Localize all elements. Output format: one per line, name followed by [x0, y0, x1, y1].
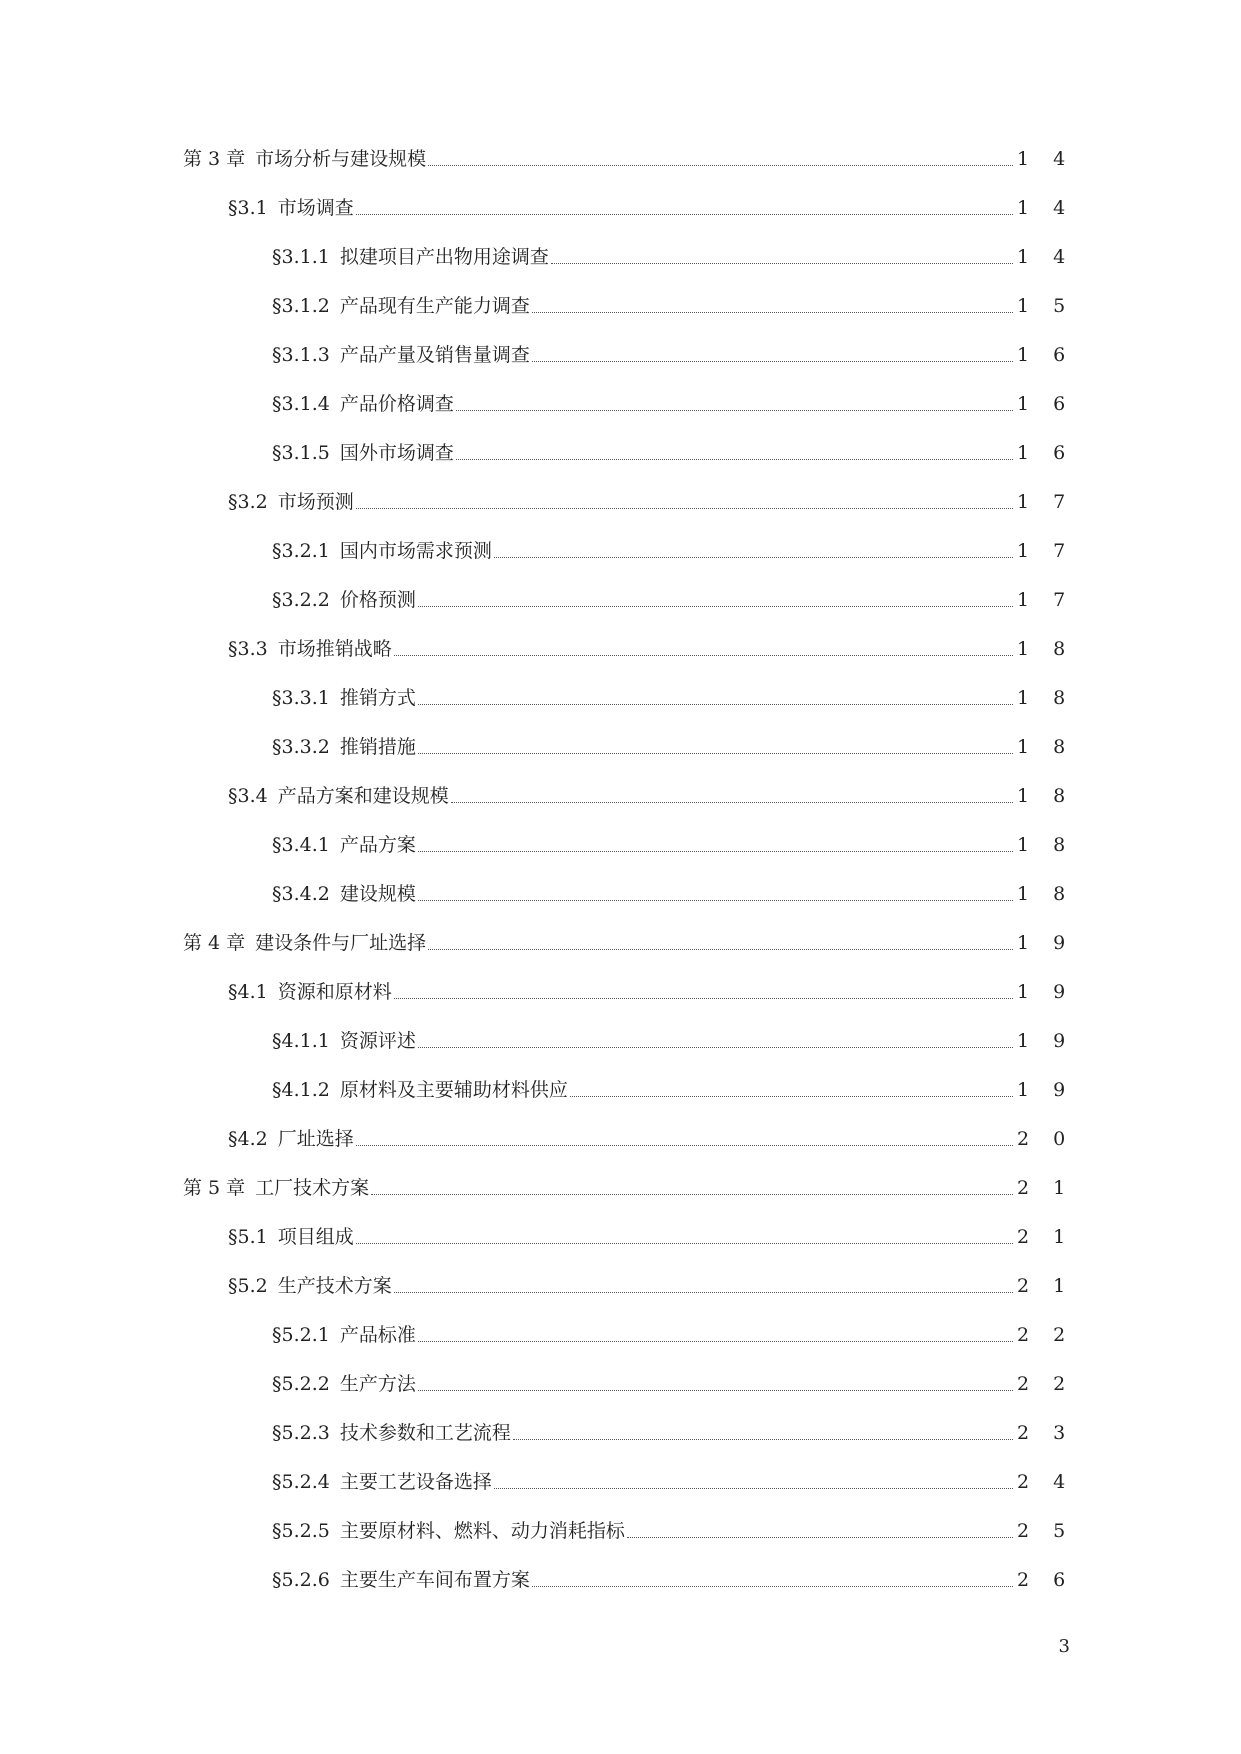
toc-entry-label	[183, 1176, 369, 1200]
toc-entry-number: §5.2	[228, 1275, 268, 1297]
toc-entry-page: 1 9	[1017, 1030, 1075, 1052]
toc-entry-title: 建设规模	[339, 883, 416, 905]
toc-entry-page: 1 6	[1017, 442, 1075, 464]
toc-entry-page: 1 8	[1017, 834, 1075, 856]
toc-dot-leader	[532, 294, 1013, 313]
toc-entry-number: §3.4.1	[272, 834, 330, 856]
toc-entry[interactable]	[0, 539, 1241, 588]
toc-entry-label	[272, 1568, 530, 1592]
toc-entry-label	[228, 980, 392, 1004]
toc-entry-label	[228, 1225, 354, 1249]
toc-entry-number: §5.2.4	[272, 1471, 330, 1493]
toc-dot-leader	[532, 1568, 1013, 1587]
toc-entry[interactable]	[0, 343, 1241, 392]
toc-entry-page: 2 1	[1017, 1177, 1075, 1199]
toc-entry-title: 生产方法	[339, 1373, 416, 1395]
toc-dot-leader	[371, 1176, 1013, 1195]
toc-entry-title: 原材料及主要辅助材料供应	[339, 1079, 568, 1101]
toc-entry-number: 第 3 章	[183, 148, 246, 170]
toc-entry-label	[183, 147, 426, 171]
toc-entry-title: 主要原材料、燃料、动力消耗指标	[339, 1520, 625, 1542]
toc-dot-leader	[394, 637, 1013, 656]
toc-entry-number: §3.1.3	[272, 344, 330, 366]
toc-entry-label	[228, 637, 392, 661]
toc-dot-leader	[418, 833, 1013, 852]
toc-dot-leader	[418, 686, 1013, 705]
toc-entry-title: 工厂技术方案	[255, 1177, 370, 1199]
toc-entry[interactable]	[0, 931, 1241, 980]
toc-entry-title: 产品方案	[339, 834, 416, 856]
toc-entry-page: 1 8	[1017, 687, 1075, 709]
toc-dot-leader	[418, 735, 1013, 754]
toc-dot-leader	[532, 343, 1013, 362]
toc-entry-title: 产品产量及销售量调查	[339, 344, 530, 366]
toc-entry[interactable]	[0, 735, 1241, 784]
toc-entry[interactable]	[0, 392, 1241, 441]
toc-entry-number: §3.4.2	[272, 883, 330, 905]
toc-entry-number: §3.1.4	[272, 393, 330, 415]
toc-entry-label	[272, 1078, 568, 1102]
toc-entry-page: 1 6	[1017, 393, 1075, 415]
toc-entry[interactable]	[0, 196, 1241, 245]
toc-dot-leader	[456, 441, 1013, 460]
toc-entry-title: 厂址选择	[277, 1128, 354, 1150]
toc-entry[interactable]	[0, 833, 1241, 882]
toc-entry-label	[228, 490, 354, 514]
toc-entry-number: §3.3	[228, 638, 268, 660]
toc-entry[interactable]	[0, 1029, 1241, 1078]
toc-entry-title: 产品标准	[339, 1324, 416, 1346]
toc-entry-title: 主要工艺设备选择	[339, 1471, 492, 1493]
toc-entry[interactable]	[0, 294, 1241, 343]
toc-entry-page: 2 2	[1017, 1324, 1075, 1346]
toc-entry-number: §5.1	[228, 1226, 268, 1248]
toc-entry-title: 市场分析与建设规模	[255, 148, 427, 170]
toc-dot-leader	[394, 1274, 1013, 1293]
toc-entry-page: 1 5	[1017, 295, 1075, 317]
toc-entry-label	[228, 1127, 354, 1151]
toc-entry-page: 2 3	[1017, 1422, 1075, 1444]
toc-entry-page: 2 5	[1017, 1520, 1075, 1542]
toc-entry-number: §3.1.1	[272, 246, 330, 268]
toc-entry-number: §3.1.2	[272, 295, 330, 317]
toc-entry-title: 项目组成	[277, 1226, 354, 1248]
toc-entry-page: 2 2	[1017, 1373, 1075, 1395]
toc-entry-number: §5.2.1	[272, 1324, 330, 1346]
toc-entry-title: 市场预测	[277, 491, 354, 513]
toc-entry-label	[272, 735, 416, 759]
toc-entry-title: 市场调查	[277, 197, 354, 219]
toc-entry[interactable]	[0, 686, 1241, 735]
toc-entry-page: 1 4	[1017, 197, 1075, 219]
toc-entry-label	[272, 343, 530, 367]
toc-dot-leader	[418, 882, 1013, 901]
toc-dot-leader	[428, 147, 1013, 166]
toc-dot-leader	[627, 1519, 1013, 1538]
toc-dot-leader	[418, 588, 1013, 607]
toc-entry-page: 2 4	[1017, 1471, 1075, 1493]
toc-entry[interactable]	[0, 1176, 1241, 1225]
toc-entry-page: 1 4	[1017, 148, 1075, 170]
toc-entry-label	[272, 539, 492, 563]
toc-entry[interactable]	[0, 1225, 1241, 1274]
page-number: 3	[1058, 1636, 1070, 1657]
toc-entry-label	[272, 833, 416, 857]
toc-entry-page: 1 6	[1017, 344, 1075, 366]
toc-entry-page: 2 0	[1017, 1128, 1075, 1150]
toc-entry[interactable]	[0, 1127, 1241, 1176]
toc-entry-label	[228, 1274, 392, 1298]
toc-dot-leader	[356, 1127, 1013, 1146]
toc-dot-leader	[456, 392, 1013, 411]
toc-entry-label	[228, 196, 354, 220]
toc-entry-label	[272, 686, 416, 710]
toc-entry[interactable]	[0, 1519, 1241, 1568]
toc-entry[interactable]	[0, 1274, 1241, 1323]
toc-entry-page: 1 4	[1017, 246, 1075, 268]
toc-entry-number: §3.1.5	[272, 442, 330, 464]
toc-entry[interactable]	[0, 1421, 1241, 1470]
toc-dot-leader	[418, 1372, 1013, 1391]
toc-entry-label	[272, 245, 549, 269]
toc-dot-leader	[356, 196, 1013, 215]
toc-entry-title: 生产技术方案	[277, 1275, 392, 1297]
toc-entry-page: 1 7	[1017, 589, 1075, 611]
toc-entry-number: §3.2.1	[272, 540, 330, 562]
toc-entry-title: 主要生产车间布置方案	[339, 1569, 530, 1591]
table-of-contents	[0, 147, 1241, 1617]
toc-entry-page: 2 1	[1017, 1275, 1075, 1297]
toc-dot-leader	[428, 931, 1013, 950]
toc-entry-number: §3.2	[228, 491, 268, 513]
toc-dot-leader	[494, 539, 1013, 558]
toc-entry-number: §3.2.2	[272, 589, 330, 611]
toc-entry-number: §4.1.2	[272, 1079, 330, 1101]
toc-dot-leader	[570, 1078, 1013, 1097]
toc-dot-leader	[494, 1470, 1013, 1489]
toc-entry-number: §4.1	[228, 981, 268, 1003]
toc-entry-title: 建设条件与厂址选择	[255, 932, 427, 954]
toc-entry[interactable]	[0, 980, 1241, 1029]
toc-entry-number: §5.2.3	[272, 1422, 330, 1444]
toc-dot-leader	[394, 980, 1013, 999]
toc-entry-label	[272, 1421, 511, 1445]
toc-entry-title: 推销方式	[339, 687, 416, 709]
toc-entry[interactable]	[0, 1568, 1241, 1617]
toc-entry[interactable]	[0, 245, 1241, 294]
toc-entry-label	[272, 588, 416, 612]
toc-entry-number: §5.2.2	[272, 1373, 330, 1395]
toc-entry[interactable]	[0, 637, 1241, 686]
toc-entry-title: 资源和原材料	[277, 981, 392, 1003]
toc-entry-page: 1 8	[1017, 736, 1075, 758]
toc-entry[interactable]	[0, 882, 1241, 931]
toc-dot-leader	[418, 1029, 1013, 1048]
toc-entry-number: §3.3.1	[272, 687, 330, 709]
toc-entry-page: 1 7	[1017, 540, 1075, 562]
toc-entry-number: §3.1	[228, 197, 268, 219]
toc-entry-title: 推销措施	[339, 736, 416, 758]
toc-dot-leader	[451, 784, 1013, 803]
toc-entry-label	[272, 441, 454, 465]
toc-entry-number: §4.2	[228, 1128, 268, 1150]
toc-entry[interactable]	[0, 441, 1241, 490]
toc-entry-title: 技术参数和工艺流程	[339, 1422, 511, 1444]
toc-entry-page: 1 8	[1017, 638, 1075, 660]
toc-entry[interactable]	[0, 1323, 1241, 1372]
toc-entry-title: 市场推销战略	[277, 638, 392, 660]
toc-dot-leader	[513, 1421, 1013, 1440]
toc-entry-number: §3.4	[228, 785, 268, 807]
toc-dot-leader	[418, 1323, 1013, 1342]
toc-entry-page: 2 6	[1017, 1569, 1075, 1591]
toc-entry-title: 产品价格调查	[339, 393, 454, 415]
toc-entry-page: 1 9	[1017, 932, 1075, 954]
toc-entry-page: 1 9	[1017, 981, 1075, 1003]
toc-entry-label	[272, 294, 530, 318]
toc-entry-label	[272, 1323, 416, 1347]
toc-dot-leader	[356, 490, 1013, 509]
toc-entry[interactable]	[0, 490, 1241, 539]
toc-entry-number: 第 4 章	[183, 932, 246, 954]
toc-entry-page: 1 9	[1017, 1079, 1075, 1101]
toc-entry[interactable]	[0, 588, 1241, 637]
toc-entry-label	[272, 392, 454, 416]
toc-entry-number: §4.1.1	[272, 1030, 330, 1052]
toc-dot-leader	[551, 245, 1013, 264]
toc-entry-label	[272, 1519, 625, 1543]
toc-entry-title: 资源评述	[339, 1030, 416, 1052]
toc-entry-number: §3.3.2	[272, 736, 330, 758]
toc-dot-leader	[356, 1225, 1013, 1244]
toc-entry-number: 第 5 章	[183, 1177, 246, 1199]
toc-entry-title: 价格预测	[339, 589, 416, 611]
toc-entry-page: 1 7	[1017, 491, 1075, 513]
toc-entry-title: 国内市场需求预测	[339, 540, 492, 562]
toc-entry[interactable]	[0, 1372, 1241, 1421]
toc-entry-title: 产品现有生产能力调查	[339, 295, 530, 317]
toc-entry[interactable]	[0, 147, 1241, 196]
toc-entry[interactable]	[0, 1078, 1241, 1127]
toc-entry[interactable]	[0, 1470, 1241, 1519]
toc-entry-label	[272, 882, 416, 906]
toc-entry-label	[183, 931, 426, 955]
toc-entry-title: 拟建项目产出物用途调查	[339, 246, 549, 268]
toc-entry-label	[272, 1029, 416, 1053]
toc-entry-title: 国外市场调查	[339, 442, 454, 464]
toc-entry-page: 1 8	[1017, 883, 1075, 905]
toc-entry-label	[272, 1470, 492, 1494]
toc-entry-page: 1 8	[1017, 785, 1075, 807]
toc-entry-number: §5.2.5	[272, 1520, 330, 1542]
toc-entry-title: 产品方案和建设规模	[277, 785, 449, 807]
toc-entry-label	[228, 784, 449, 808]
toc-entry[interactable]	[0, 784, 1241, 833]
toc-entry-label	[272, 1372, 416, 1396]
toc-entry-number: §5.2.6	[272, 1569, 330, 1591]
toc-entry-page: 2 1	[1017, 1226, 1075, 1248]
